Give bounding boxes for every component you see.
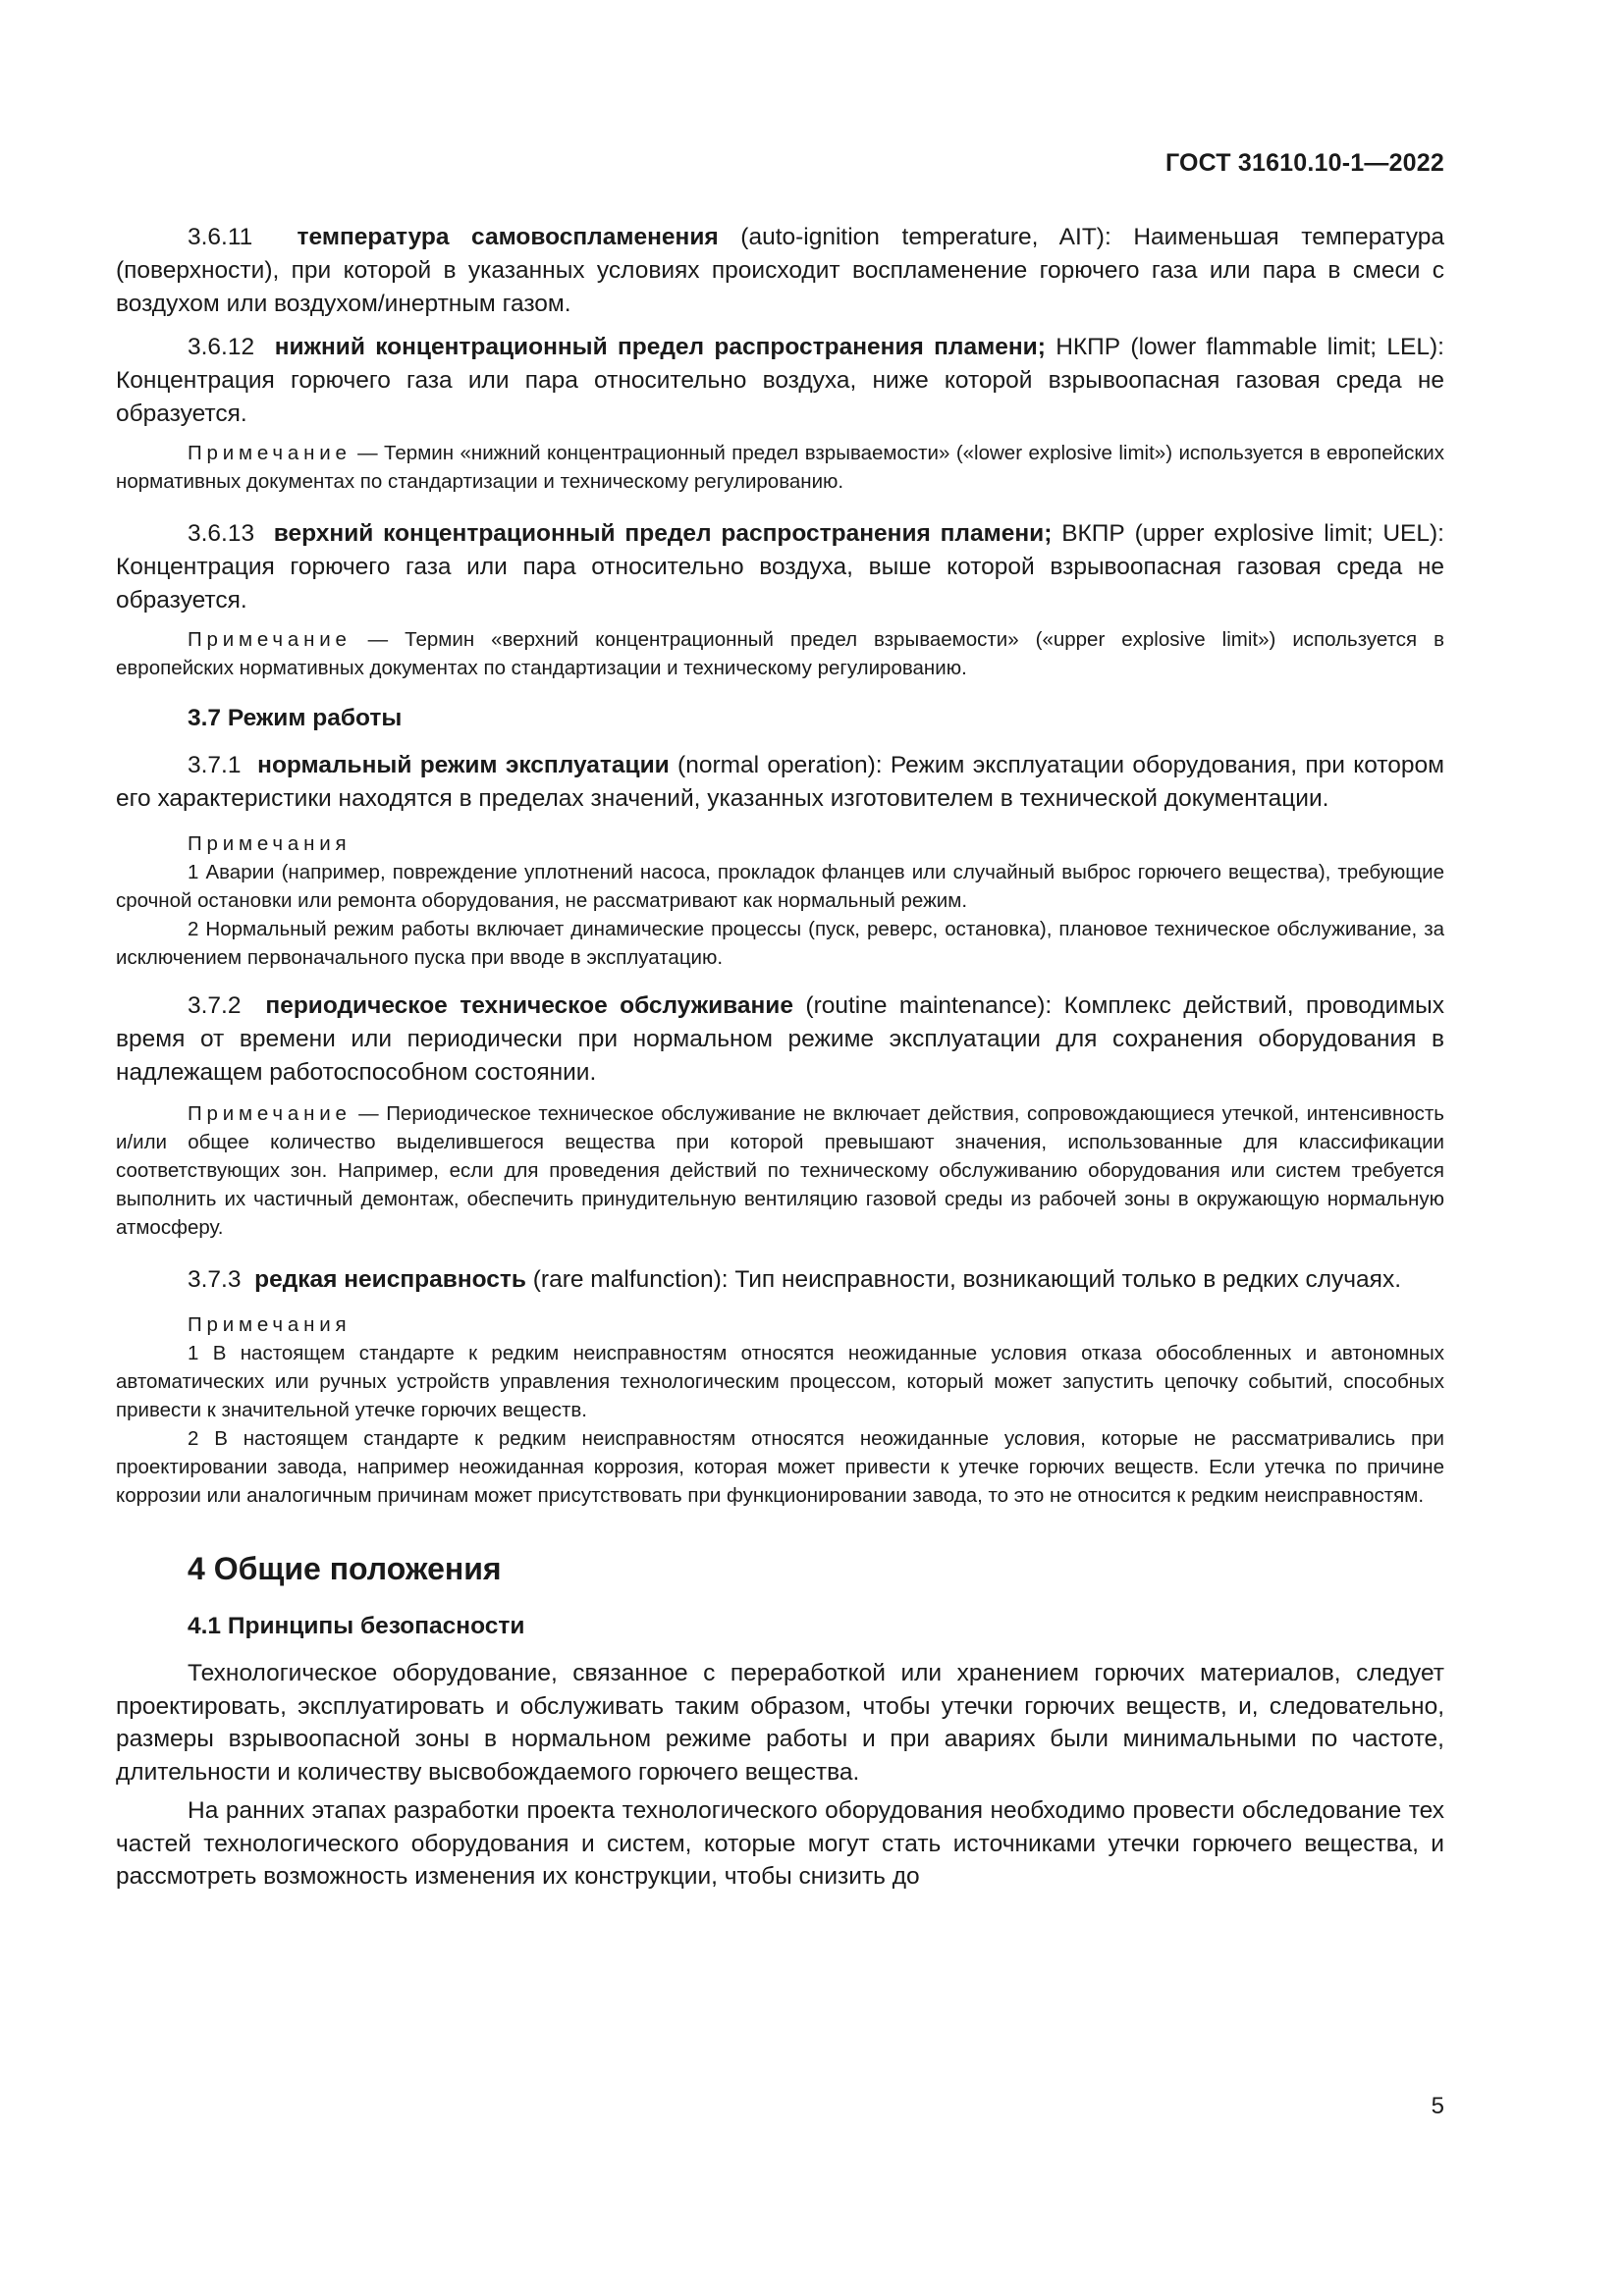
notes-label: Примечания: [188, 832, 352, 855]
term-3-6-12: [116, 331, 1444, 431]
notes-3-7-1: [116, 829, 1444, 972]
term-number: 3.7.3: [188, 1266, 242, 1293]
term-number: 3.6.13: [188, 520, 255, 547]
term-3-6-13: [116, 517, 1444, 617]
term-title: редкая неисправность: [254, 1266, 526, 1293]
note-item: 1 Аварии (например, повреждение уплотнений насоса, прокладок фланцев или случайный выброс горючего вещества), требующие срочной остановки или ремонта оборудования, не рассматривают как нормальный режим.: [116, 861, 1444, 912]
term-3-6-11: [116, 221, 1444, 321]
note-text: — Термин «верхний концентрационный предел взрываемости» («upper explosive limit») используется в европейских нормативных документах по стандартизации и техническому регулированию.: [116, 628, 1444, 679]
term-definition: (auto-ignition temperature, AIT): Наименьшая температура (поверхности), при которой в указанных условиях происходит воспламенение горючего газа или пара в смеси с воздухом или воздухом/инертным газом.: [116, 224, 1445, 317]
term-definition: НКПР (lower flammable limit; LEL): Концентрация горючего газа или пара относительно воздуха, ниже которой взрывоопасная газовая среда не образуется.: [116, 334, 1444, 427]
note-3-7-2: [116, 1099, 1444, 1242]
page-number: 5: [1431, 2093, 1444, 2119]
paragraph: Технологическое оборудование, связанное с переработкой или хранением горючих материалов, следует проектировать, эксплуатировать и обслуживать таким образом, чтобы утечки горючих веществ, и, следовательно, размеры взрывоопасной зоны в нормальном режиме работы и при авариях были минимальными по частоте, длительности и количеству высвобождаемого горючего вещества.: [116, 1660, 1444, 1786]
term-definition: ВКПР (upper explosive limit; UEL): Концентрация горючего газа или пара относительно воздуха, выше которой взрывоопасная газовая среда не образуется.: [116, 520, 1444, 614]
subsection-heading-4-1: 4.1 Принципы безопасности: [188, 1613, 525, 1639]
term-title: нижний концентрационный предел распространения пламени;: [274, 334, 1046, 360]
term-definition: (routine maintenance): Комплекс действий, проводимых время от времени или периодически при нормальном режиме эксплуатации для сохранения оборудования в надлежащем работоспособном состоянии.: [116, 992, 1444, 1086]
notes-label: Примечания: [188, 1313, 352, 1336]
note-3-6-12: [116, 439, 1444, 496]
note-label: Примечание: [188, 1102, 352, 1125]
note-item: 2 Нормальный режим работы включает динамические процессы (пуск, реверс, остановка), плановое техническое обслуживание, за исключением первоначального пуска при вводе в эксплуатацию.: [116, 918, 1444, 969]
term-3-7-2: [116, 989, 1444, 1090]
note-label: Примечание: [188, 628, 352, 651]
term-number: 3.6.12: [188, 334, 255, 360]
subsection-heading-3-7: 3.7 Режим работы: [188, 705, 403, 731]
paragraph: На ранних этапах разработки проекта технологического оборудования необходимо провести обследование тех частей технологического оборудования и систем, которые могут стать источниками утечки горючего вещества, и рассмотреть возможность изменения их конструкции, чтобы снизить до: [116, 1797, 1444, 1890]
term-title: периодическое техническое обслуживание: [265, 992, 793, 1019]
note-3-6-13: [116, 625, 1444, 682]
term-number: 3.7.1: [188, 752, 242, 778]
note-text: — Периодическое техническое обслуживание не включает действия, сопровождающиеся утечкой, интенсивность и/или общее количество выделившегося вещества при которой превышают значения, использованные для классификации соответствующих зон. Например, если для проведения действий по техническому обслуживанию оборудования или систем требуется выполнить их частичный демонтаж, обеспечить принудительную вентиляцию газовой среды из рабочей зоны в окружающую нормальную атмосферу.: [116, 1102, 1444, 1239]
note-text: — Термин «нижний концентрационный предел взрываемости» («lower explosive limit») используется в европейских нормативных документах по стандартизации и техническому регулированию.: [116, 442, 1444, 493]
page-content: [116, 221, 1444, 1894]
term-3-7-1: [116, 749, 1444, 816]
term-number: 3.6.11: [188, 224, 253, 250]
term-title: нормальный режим эксплуатации: [257, 752, 670, 778]
term-title: верхний концентрационный предел распространения пламени;: [273, 520, 1053, 547]
term-3-7-3: [116, 1263, 1444, 1297]
section-heading-4: 4 Общие положения: [188, 1551, 502, 1586]
document-id: ГОСТ 31610.10-1—2022: [1164, 149, 1444, 177]
note-label: Примечание: [188, 442, 352, 464]
term-definition: (normal operation): Режим эксплуатации оборудования, при котором его характеристики находятся в пределах значений, указанных изготовителем в технической документации.: [116, 752, 1444, 812]
note-item: 1 В настоящем стандарте к редким неисправностям относятся неожиданные условия отказа обособленных и автономных автоматических или ручных устройств управления технологическим процессом, который может запустить цепочку событий, способных привести к значительной утечке горючих веществ.: [116, 1342, 1444, 1421]
notes-3-7-3: [116, 1310, 1444, 1510]
term-number: 3.7.2: [188, 992, 242, 1019]
term-title: температура самовоспламенения: [297, 224, 719, 250]
note-item: 2 В настоящем стандарте к редким неисправностям относятся неожиданные условия, которые не рассматривались при проектировании завода, например неожиданная коррозия, которая может привести к утечке горючих веществ. Если утечка по причине коррозии или аналогичным причинам может присутствовать при функционировании завода, то это не относится к редким неисправностям.: [116, 1427, 1444, 1507]
term-definition: (rare malfunction): Тип неисправности, возникающий только в редких случаях.: [525, 1266, 1402, 1293]
